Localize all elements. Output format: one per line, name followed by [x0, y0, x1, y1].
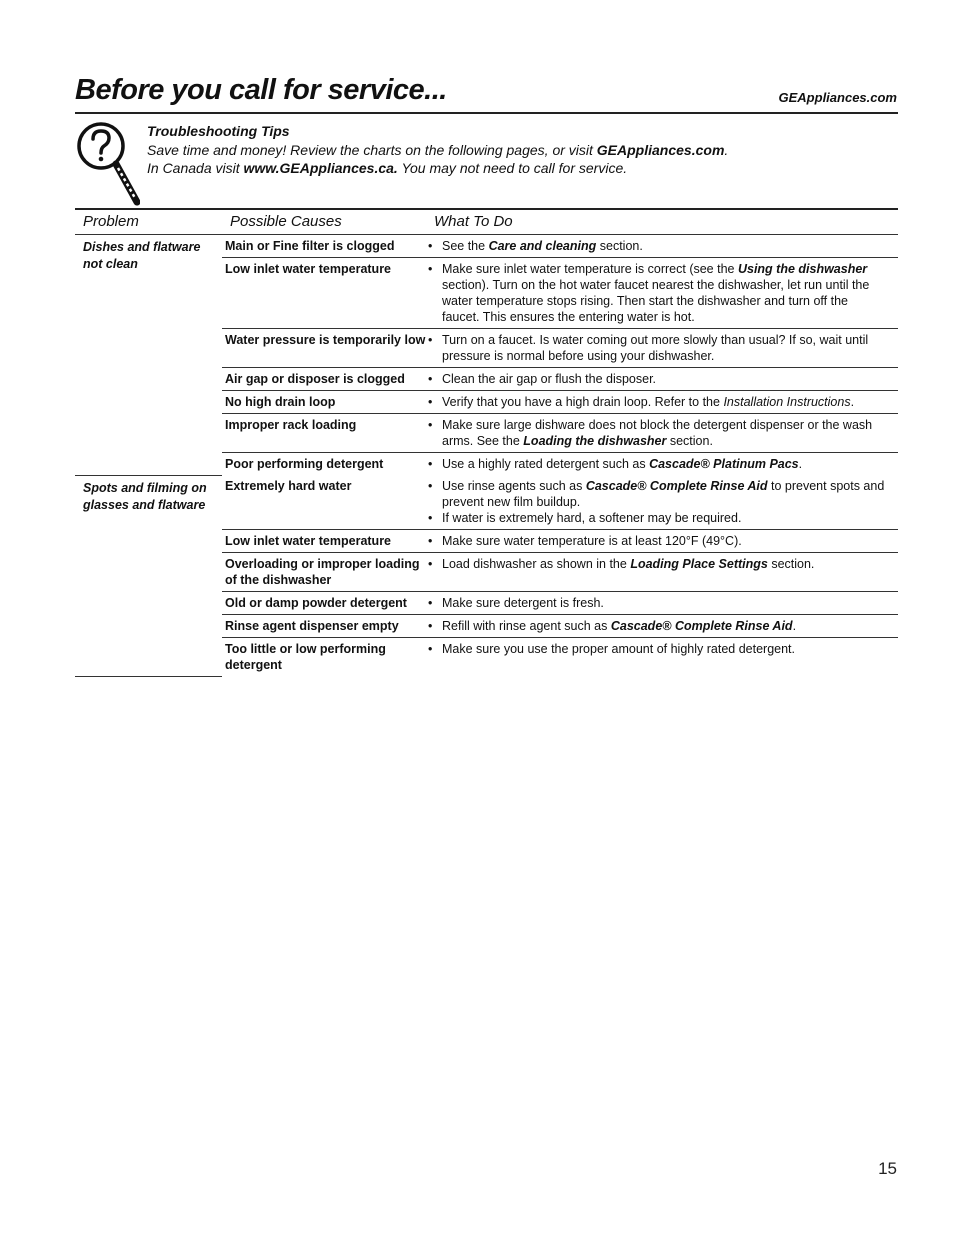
- bullet-text: [442, 417, 888, 449]
- bullet-item: [426, 556, 888, 572]
- bullet-text-part: Make sure large dishware does not block the detergent dispenser or the wash arms. See the: [442, 418, 873, 448]
- todo-cell: [426, 553, 898, 592]
- bullet-text-part: Load dishwasher as shown in the: [442, 557, 631, 571]
- ge-link-us[interactable]: GEAppliances.com: [596, 141, 725, 158]
- cause-cell: Air gap or disposer is clogged: [222, 368, 426, 391]
- website-link[interactable]: GEAppliances.com: [778, 90, 897, 105]
- bullet-item: [426, 332, 888, 364]
- bullet-item: [426, 533, 888, 549]
- header-causes: Possible Causes: [222, 209, 426, 235]
- bullet-text-part: .: [792, 619, 797, 633]
- bullet-text: [442, 238, 888, 254]
- bullet-text: [442, 371, 888, 387]
- header-problem: Problem: [75, 209, 222, 235]
- todo-cell: [426, 368, 898, 391]
- bullet-dot-icon: •: [428, 642, 433, 656]
- bullet-item: [426, 238, 888, 254]
- bullet-dot-icon: •: [428, 239, 433, 253]
- cause-cell: Too little or low performing detergent: [222, 638, 426, 677]
- bullet-text-part: .: [850, 395, 855, 409]
- bullet-text-part: section.: [596, 239, 643, 253]
- bullet-emphasis: Cascade® Complete Rinse Aid: [610, 619, 793, 633]
- bullet-dot-icon: •: [428, 534, 433, 548]
- bullet-item: [426, 510, 888, 526]
- bullet-dot-icon: •: [428, 395, 433, 409]
- cause-cell: Extremely hard water: [225, 479, 352, 493]
- tips-line-1: [147, 141, 867, 160]
- bullet-emphasis: Using the dishwasher: [737, 262, 868, 276]
- bullet-dot-icon: •: [428, 372, 433, 386]
- todo-cell: [426, 329, 898, 368]
- todo-cell: [426, 475, 898, 530]
- bullet-text: [442, 394, 888, 410]
- cause-cell: Old or damp powder detergent: [222, 592, 426, 615]
- bullet-text-part: Use rinse agents such as: [442, 479, 586, 493]
- question-magnifier-icon: [74, 118, 140, 206]
- bullet-emphasis: Loading the dishwasher: [523, 434, 667, 448]
- cause-cell: Overloading or improper loading of the dishwasher: [222, 553, 426, 592]
- bullet-italic-ref: Installation Instructions: [723, 395, 851, 409]
- cause-cell: Rinse agent dispenser empty: [222, 615, 426, 638]
- todo-cell: [426, 453, 898, 476]
- bullet-text: [442, 478, 888, 510]
- todo-cell: [426, 615, 898, 638]
- ge-link-canada[interactable]: www.GEAppliances.ca.: [243, 160, 398, 176]
- header-todo: What To Do: [426, 209, 898, 235]
- cause-cell: Low inlet water temperature: [222, 530, 426, 553]
- bullet-text-part: Make sure inlet water temperature is correct (see the: [442, 262, 738, 276]
- bullet-text-part: Refill with rinse agent such as: [442, 619, 611, 633]
- bullet-text: [442, 533, 888, 549]
- bullet-text-part: .: [798, 457, 803, 471]
- cause-cell: No high drain loop: [222, 391, 426, 414]
- bullet-text-part: Make sure water temperature is at least 120°F (49°C).: [442, 534, 742, 548]
- bullet-dot-icon: •: [428, 511, 433, 525]
- bullet-text-part: Verify that you have a high drain loop. Refer to the: [442, 395, 724, 409]
- bullet-dot-icon: •: [428, 262, 433, 276]
- bullet-item: [426, 595, 888, 611]
- todo-cell: [426, 530, 898, 553]
- page-title: Before you call for service...: [75, 74, 447, 106]
- bullet-emphasis: Cascade® Platinum Pacs: [649, 457, 799, 471]
- bullet-text: [442, 261, 888, 325]
- bullet-item: [426, 417, 888, 449]
- bullet-text-part: section). Turn on the hot water faucet nearest the dishwasher, let run until the water temperature stops rising. Then start the dishwasher and turn off the faucet. This ensures the entering water is hot.: [442, 278, 870, 324]
- bullet-dot-icon: •: [428, 418, 433, 432]
- bullet-text: [442, 556, 888, 572]
- bullet-text-part: to prevent spots and prevent new film buildup.: [442, 479, 885, 509]
- cause-cell: Improper rack loading: [222, 414, 426, 453]
- bullet-text-part: Clean the air gap or flush the disposer.: [442, 372, 657, 386]
- bullet-dot-icon: •: [428, 479, 433, 493]
- todo-cell: [426, 414, 898, 453]
- todo-cell: [426, 391, 898, 414]
- bullet-item: [426, 478, 888, 510]
- bullet-item: [426, 618, 888, 634]
- bullet-emphasis: Loading Place Settings: [630, 557, 768, 571]
- bullet-text-part: section.: [666, 434, 713, 448]
- table-body: [75, 235, 898, 677]
- bullet-emphasis: Care and cleaning: [488, 239, 597, 253]
- table-row: [75, 235, 898, 258]
- todo-cell: [426, 592, 898, 615]
- bullet-text: [442, 332, 888, 364]
- todo-cell: [426, 235, 898, 258]
- tips-text-1: Save time and money! Review the charts on the following pages, or visit: [147, 141, 597, 158]
- bullet-item: [426, 394, 888, 410]
- bullet-item: [426, 456, 888, 472]
- bullet-text: [442, 456, 888, 472]
- cause-cell: Poor performing detergent: [222, 453, 426, 476]
- table-header-row: [75, 209, 898, 235]
- tips-text-2: In Canada visit: [147, 160, 244, 176]
- bullet-dot-icon: •: [428, 596, 433, 610]
- cause-cell: Low inlet water temperature: [222, 258, 426, 329]
- bullet-emphasis: Cascade® Complete Rinse Aid: [585, 479, 768, 493]
- troubleshooting-tips: [147, 122, 867, 178]
- problem-cell: Spots and filming on glasses and flatware: [75, 475, 222, 676]
- bullet-item: [426, 371, 888, 387]
- problem-cell: Dishes and flatware not clean: [75, 235, 222, 476]
- bullet-dot-icon: •: [428, 619, 433, 633]
- tips-line-2: [147, 159, 867, 178]
- bullet-dot-icon: •: [428, 457, 433, 471]
- tips-heading: Troubleshooting Tips: [147, 123, 290, 139]
- bullet-text: [442, 618, 888, 634]
- bullet-text: [442, 510, 888, 526]
- bullet-text-part: If water is extremely hard, a softener may be required.: [442, 511, 742, 525]
- bullet-text-part: Make sure detergent is fresh.: [442, 596, 604, 610]
- bullet-text-part: Use a highly rated detergent such as: [442, 457, 650, 471]
- bullet-item: [426, 261, 888, 325]
- bullet-dot-icon: •: [428, 333, 433, 347]
- cause-cell: Water pressure is temporarily low: [222, 329, 426, 368]
- bullet-text-part: section.: [767, 557, 815, 571]
- table-row: [75, 475, 898, 530]
- cause-cell: Main or Fine filter is clogged: [225, 239, 395, 253]
- todo-cell: [426, 638, 898, 677]
- bullet-text: [442, 641, 888, 657]
- todo-cell: [426, 258, 898, 329]
- tips-end-2: You may not need to call for service.: [397, 160, 628, 176]
- bullet-dot-icon: •: [428, 557, 433, 571]
- bullet-text: [442, 595, 888, 611]
- title-divider: [75, 112, 898, 114]
- troubleshooting-table: [75, 208, 898, 677]
- bullet-item: [426, 641, 888, 657]
- tips-end-1: .: [724, 141, 729, 158]
- bullet-text-part: Turn on a faucet. Is water coming out more slowly than usual? If so, wait until pressure is normal before using your dishwasher.: [442, 333, 869, 363]
- bullet-text-part: See the: [442, 239, 489, 253]
- bullet-text-part: Make sure you use the proper amount of highly rated detergent.: [442, 642, 795, 656]
- page-number: 15: [878, 1159, 897, 1178]
